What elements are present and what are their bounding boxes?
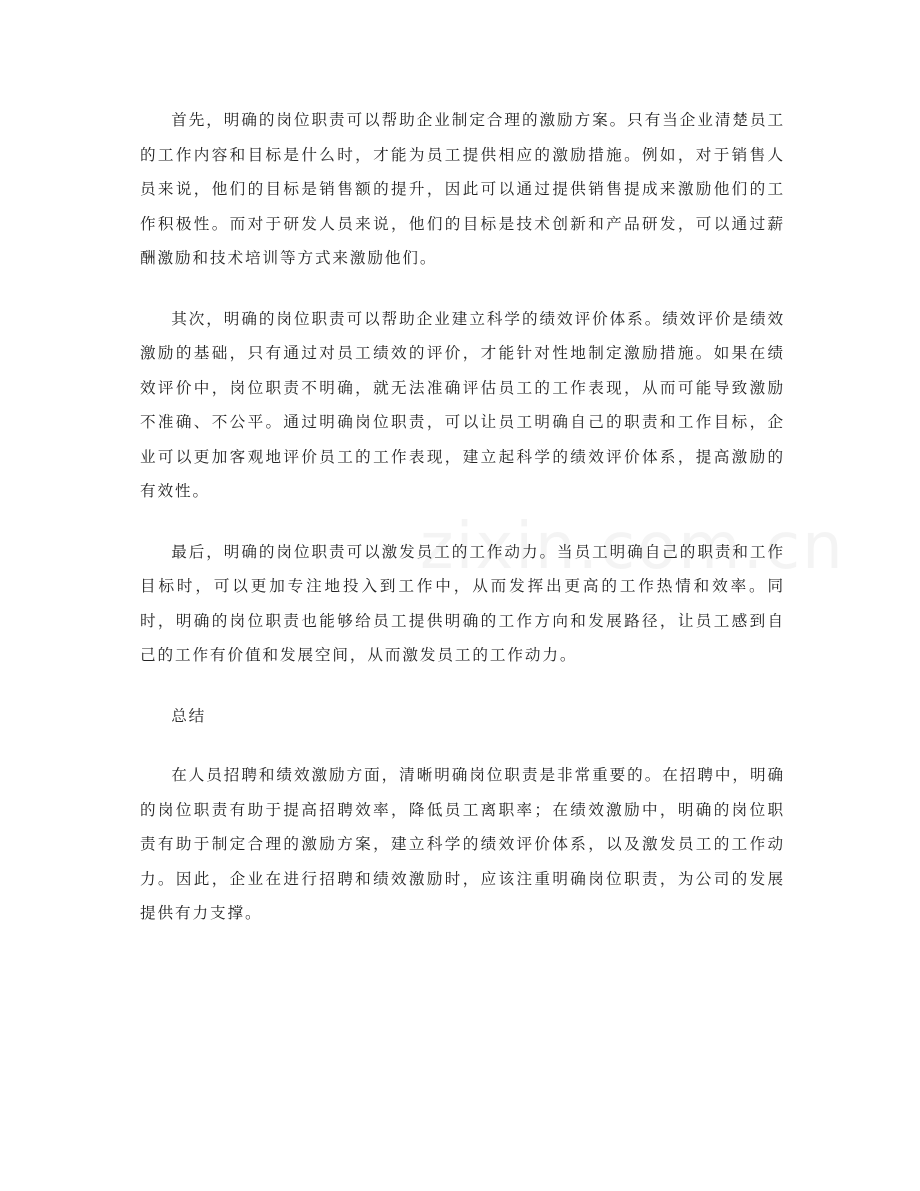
summary-paragraph: 在人员招聘和绩效激励方面，清晰明确岗位职责是非常重要的。在招聘中，明确的岗位职责有助于提高招聘效率，降低员工离职率；在绩效激励中，明确的岗位职责有助于制定合理的激励方案，建立科学的绩效评价体系，以及激发员工的工作动力。因此，企业在进行招聘和绩效激励时，应该注重明确岗位职责，为公司的发展提供有力支撑。	[140, 766, 785, 922]
summary-heading: 总结	[171, 706, 207, 725]
document-body	[140, 103, 785, 957]
paragraph-second: 其次，明确的岗位职责可以帮助企业建立科学的绩效评价体系。绩效评价是绩效激励的基础，只有通过对员工绩效的评价，才能针对性地制定激励措施。如果在绩效评价中，岗位职责不明确，就无法准确评估员工的工作表现，从而可能导致激励不准确、不公平。通过明确岗位职责，可以让员工明确自己的职责和工作目标，企业可以更加客观地评价员工的工作表现，建立起科学的绩效评价体系，提高激励的有效性。	[140, 309, 785, 500]
paragraph-first: 首先，明确的岗位职责可以帮助企业制定合理的激励方案。只有当企业清楚员工的工作内容和目标是什么时，才能为员工提供相应的激励措施。例如，对于销售人员来说，他们的目标是销售额的提升，因此可以通过提供销售提成来激励他们的工作积极性。而对于研发人员来说，他们的目标是技术创新和产品研发，可以通过薪酬激励和技术培训等方式来激励他们。	[140, 111, 785, 267]
paragraph-third: 最后，明确的岗位职责可以激发员工的工作动力。当员工明确自己的职责和工作目标时，可以更加专注地投入到工作中，从而发挥出更高的工作热情和效率。同时，明确的岗位职责也能够给员工提供明确的工作方向和发展路径，让员工感到自己的工作有价值和发展空间，从而激发员工的工作动力。	[140, 542, 785, 664]
